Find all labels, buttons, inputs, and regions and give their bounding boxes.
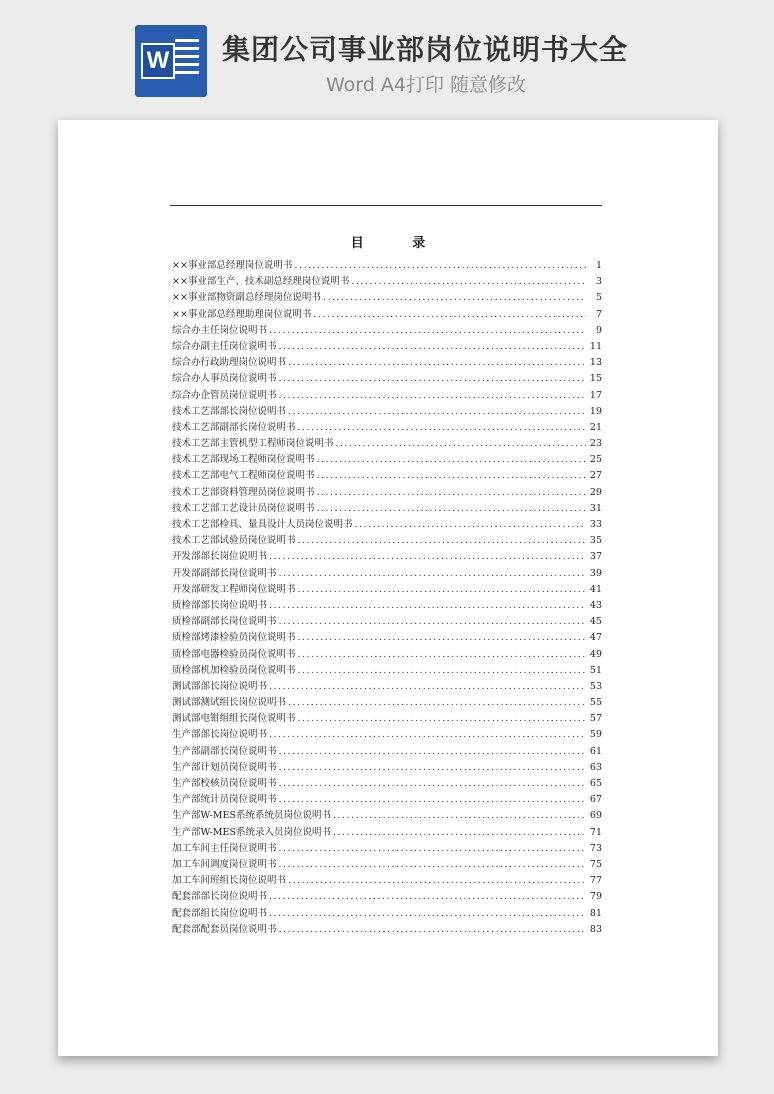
toc-entry[interactable]	[172, 792, 602, 808]
toc-entry[interactable]	[172, 630, 602, 646]
toc-entry[interactable]	[172, 889, 602, 905]
toc-entry-title: 生产部校核员岗位说明书	[172, 778, 277, 789]
toc-dot-leader	[269, 679, 586, 695]
toc-dot-leader	[313, 307, 586, 323]
toc-entry-page: 77	[589, 875, 602, 887]
toc-entry-title: 质检部副部长岗位说明书	[172, 616, 277, 628]
header-banner	[0, 0, 774, 110]
toc-dot-leader	[279, 792, 586, 808]
toc-entry-page: 69	[589, 810, 602, 822]
toc-entry-page: 17	[589, 389, 602, 401]
page-subtitle: Word A4打印 随意修改	[326, 74, 527, 96]
toc-entry-title: 技术工艺部电气工程师岗位说明书	[172, 470, 315, 482]
toc-dot-leader	[288, 695, 586, 711]
toc-entry-page: 71	[589, 826, 602, 838]
toc-entry-title: 加工车间班组长岗位说明书	[172, 875, 287, 887]
toc-entry-title: 加工车间主任岗位说明书	[172, 842, 277, 854]
toc-entry[interactable]	[172, 873, 602, 889]
toc-entry-title: 质检部部长岗位说明书	[172, 599, 268, 611]
toc-entry-title: 技术工艺部资料管理员岗位说明书	[172, 486, 315, 498]
toc-entry-page: 49	[589, 648, 602, 660]
toc-entry-title: 开发部副部长岗位说明书	[172, 567, 277, 579]
toc-entry-page: 11	[589, 340, 602, 352]
toc-dot-leader	[317, 452, 586, 468]
toc-entry-title: 生产部统计员岗位说明书	[172, 794, 277, 806]
toc-entry[interactable]	[172, 598, 602, 614]
toc-entry[interactable]	[172, 711, 602, 727]
toc-entry-page: 9	[595, 324, 602, 336]
toc-entry[interactable]	[172, 388, 602, 404]
toc-dot-leader	[279, 760, 586, 776]
toc-entry-page: 47	[589, 632, 602, 644]
toc-entry-page: 23	[589, 438, 602, 450]
toc-entry-page: 59	[589, 729, 602, 741]
toc-entry[interactable]	[172, 663, 602, 679]
toc-dot-leader	[323, 290, 586, 306]
toc-dot-leader	[298, 630, 586, 646]
toc-entry[interactable]	[172, 371, 602, 387]
toc-dot-leader	[288, 404, 586, 420]
toc-dot-leader	[279, 371, 586, 387]
toc-dot-leader	[269, 889, 586, 905]
toc-dot-leader	[279, 566, 586, 582]
toc-entry-title: 测试部电钳组组长岗位说明书	[172, 713, 296, 725]
toc-entry-title: 开发部部长岗位说明书	[172, 551, 268, 563]
toc-entry-page: 67	[589, 794, 602, 806]
toc-entry[interactable]	[172, 307, 602, 323]
toc-entry-page: 27	[589, 470, 602, 482]
toc-entry-title: 质检部烤漆检验员岗位说明书	[172, 632, 296, 644]
toc-entry[interactable]	[172, 436, 602, 452]
toc-entry-title: 技术工艺部检具、量具设计人员岗位说明书	[172, 519, 353, 530]
toc-entry-page: 31	[589, 502, 602, 514]
toc-dot-leader	[351, 274, 586, 290]
toc-entry-page: 55	[589, 697, 602, 709]
toc-entry-page: 57	[589, 713, 602, 725]
toc-entry[interactable]	[172, 517, 602, 533]
toc-entry[interactable]	[172, 776, 602, 792]
toc-entry-page: 35	[589, 535, 602, 547]
word-letter-badge: W	[141, 43, 175, 79]
toc-entry[interactable]	[172, 647, 602, 663]
toc-entry-title: 综合办主任岗位说明书	[172, 324, 268, 336]
toc-entry[interactable]	[172, 582, 602, 598]
toc-entry[interactable]	[172, 404, 602, 420]
toc-entry-title: ××事业部物资副总经理岗位说明书	[172, 292, 321, 304]
toc-entry[interactable]	[172, 695, 602, 711]
toc-entry-page: 63	[589, 761, 602, 773]
toc-dot-leader	[317, 468, 586, 484]
toc-dot-leader	[279, 744, 586, 760]
toc-entry[interactable]	[172, 533, 602, 549]
toc-dot-leader	[279, 857, 586, 873]
toc-entry-title: 综合办行政助理岗位说明书	[172, 357, 287, 369]
toc-entry-title: 技术工艺部主管机型工程师岗位说明书	[172, 438, 334, 450]
toc-entry[interactable]	[172, 566, 602, 582]
toc-entry[interactable]	[172, 355, 602, 371]
toc-dot-leader	[269, 323, 586, 339]
toc-dot-leader	[279, 922, 586, 938]
toc-entry-page: 7	[595, 308, 602, 320]
toc-entry-page: 37	[589, 551, 602, 563]
toc-entry-title: 综合办企管员岗位说明书	[172, 389, 277, 401]
toc-entry[interactable]	[172, 679, 602, 695]
toc-entry[interactable]	[172, 323, 602, 339]
toc-dot-leader	[317, 501, 586, 517]
toc-entry-page: 3	[595, 276, 602, 288]
toc-dot-leader	[279, 614, 586, 630]
toc-heading: 目 录	[350, 236, 448, 251]
toc-entry-page: 75	[589, 858, 602, 870]
toc-entry[interactable]	[172, 485, 602, 501]
toc-entry-page: 29	[589, 486, 602, 498]
toc-dot-leader	[279, 388, 586, 404]
toc-entry-page: 81	[589, 907, 602, 919]
toc-dot-leader	[294, 258, 586, 274]
toc-entry-title: 配套部组长岗位说明书	[172, 907, 268, 919]
toc-dot-leader	[298, 533, 586, 549]
page-title: 集团公司事业部岗位说明书大全	[222, 33, 629, 66]
toc-entry[interactable]	[172, 808, 602, 824]
toc-entry-page: 19	[589, 405, 602, 417]
toc-entry-title: ××事业部总经理岗位说明书	[172, 260, 293, 271]
toc-dot-leader	[288, 355, 586, 371]
toc-dot-leader	[298, 647, 586, 663]
toc-entry-page: 33	[589, 519, 602, 530]
toc-entry-page: 41	[589, 583, 602, 595]
toc-dot-leader	[269, 727, 586, 743]
toc-entry-title: ××事业部总经理助理岗位说明书	[172, 308, 312, 320]
toc-entry-title: 生产部计划员岗位说明书	[172, 761, 277, 773]
toc-dot-leader	[279, 841, 586, 857]
toc-dot-leader	[288, 873, 586, 889]
toc-entry-title: 测试部测试组长岗位说明书	[172, 697, 287, 709]
toc-dot-leader	[333, 825, 586, 841]
toc-entry-title: 生产部W-MES系统录入员岗位说明书	[172, 826, 331, 838]
word-document-icon	[135, 25, 207, 97]
toc-entry-page: 1	[595, 260, 602, 271]
toc-entry-page: 79	[589, 891, 602, 903]
toc-dot-leader	[317, 485, 586, 501]
toc-dot-leader	[269, 598, 586, 614]
toc-dot-leader	[279, 776, 586, 792]
table-of-contents	[172, 258, 602, 938]
toc-entry[interactable]	[172, 339, 602, 355]
document-page	[58, 120, 718, 1056]
toc-entry-page: 51	[589, 664, 602, 676]
toc-entry[interactable]	[172, 922, 602, 938]
toc-entry[interactable]	[172, 549, 602, 565]
toc-entry-title: 综合办副主任岗位说明书	[172, 340, 277, 352]
toc-entry-page: 43	[589, 599, 602, 611]
toc-entry-page: 61	[589, 745, 602, 757]
toc-entry[interactable]	[172, 452, 602, 468]
toc-entry-page: 53	[589, 680, 602, 692]
toc-entry-title: 质检部机加检验员岗位说明书	[172, 664, 296, 676]
toc-dot-leader	[298, 711, 586, 727]
header-rule	[170, 205, 602, 206]
toc-entry-title: 综合办人事员岗位说明书	[172, 373, 277, 385]
toc-entry-page: 5	[595, 292, 602, 304]
toc-entry-page: 13	[589, 357, 602, 369]
toc-entry-title: 生产部部长岗位说明书	[172, 729, 268, 741]
toc-entry[interactable]	[172, 727, 602, 743]
toc-entry[interactable]	[172, 290, 602, 306]
toc-entry-title: 技术工艺部工艺设计员岗位说明书	[172, 502, 315, 514]
toc-entry-page: 15	[589, 373, 602, 385]
toc-entry[interactable]	[172, 841, 602, 857]
toc-entry-title: 生产部副部长岗位说明书	[172, 745, 277, 757]
toc-entry-title: 测试部部长岗位说明书	[172, 680, 268, 692]
toc-entry-page: 73	[589, 842, 602, 854]
toc-entry-title: 配套部部长岗位说明书	[172, 891, 268, 903]
toc-entry-title: 技术工艺部副部长岗位说明书	[172, 421, 296, 433]
toc-dot-leader	[336, 436, 586, 452]
toc-entry-page: 83	[589, 923, 602, 935]
toc-entry-page: 25	[589, 454, 602, 466]
toc-entry-title: 质检部电器检验员岗位说明书	[172, 648, 296, 660]
toc-dot-leader	[269, 906, 586, 922]
toc-entry-title: 配套部配套员岗位说明书	[172, 923, 277, 935]
toc-entry-title: 生产部W-MES系统系统员岗位说明书	[172, 810, 331, 822]
toc-dot-leader	[355, 517, 586, 533]
toc-dot-leader	[269, 549, 586, 565]
toc-entry-title: ××事业部生产、技术副总经理岗位说明书	[172, 276, 350, 288]
toc-entry-page: 45	[589, 616, 602, 628]
toc-entry-title: 加工车间调度岗位说明书	[172, 858, 277, 870]
toc-entry[interactable]	[172, 501, 602, 517]
toc-entry[interactable]	[172, 468, 602, 484]
toc-entry-title: 技术工艺部试验员岗位说明书	[172, 535, 296, 547]
toc-dot-leader	[298, 420, 586, 436]
toc-entry[interactable]	[172, 857, 602, 873]
toc-entry-page: 21	[589, 421, 602, 433]
toc-entry[interactable]	[172, 744, 602, 760]
toc-entry-title: 技术工艺部现场工程师岗位说明书	[172, 454, 315, 466]
toc-dot-leader	[333, 808, 586, 824]
toc-entry[interactable]	[172, 825, 602, 841]
text-lines-icon	[175, 39, 199, 83]
toc-dot-leader	[279, 339, 586, 355]
toc-entry[interactable]	[172, 760, 602, 776]
toc-entry-page: 65	[589, 778, 602, 789]
toc-dot-leader	[298, 582, 586, 598]
toc-entry-title: 开发部研发工程师岗位说明书	[172, 583, 296, 595]
toc-entry[interactable]	[172, 614, 602, 630]
toc-entry[interactable]	[172, 420, 602, 436]
toc-entry-page: 39	[589, 567, 602, 579]
toc-entry[interactable]	[172, 258, 602, 274]
toc-entry[interactable]	[172, 274, 602, 290]
toc-dot-leader	[298, 663, 586, 679]
toc-entry[interactable]	[172, 906, 602, 922]
toc-entry-title: 技术工艺部部长岗位说明书	[172, 405, 287, 417]
